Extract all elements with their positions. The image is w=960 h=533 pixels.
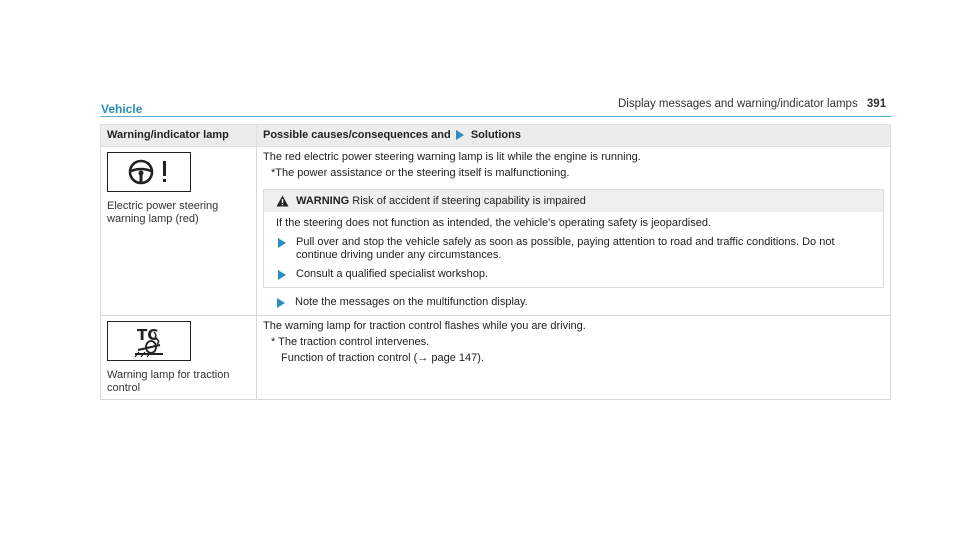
lamp-cell — [101, 316, 257, 400]
note-arrow-icon — [277, 298, 285, 308]
page-number: 391 — [866, 98, 887, 110]
description-text: The warning lamp for traction control flashes while you are driving. — [263, 320, 586, 332]
list-item — [276, 236, 871, 262]
function-link-text[interactable]: Function of traction control (→ page 147). — [281, 352, 484, 364]
note-text: Note the messages on the multifunction display. — [295, 296, 528, 308]
list-item — [276, 268, 871, 281]
step-arrow-icon — [278, 238, 286, 248]
warning-body-text: If the steering does not function as intended, the vehicle's operating safety is jeopardised. — [276, 217, 712, 229]
cause-text: * The traction control intervenes. — [271, 336, 430, 348]
causes-cell — [257, 147, 891, 316]
note-item — [263, 296, 884, 309]
col-header-lamp: Warning/indicator lamp — [101, 125, 257, 147]
warning-header — [264, 190, 883, 212]
traction-control-lamp-icon — [107, 321, 191, 361]
step-text: Consult a qualified specialist workshop. — [296, 268, 488, 280]
warning-title-text: Risk of accident if steering capability is impaired — [352, 195, 586, 207]
warning-body — [264, 212, 883, 287]
page-header — [618, 98, 886, 110]
table-row — [101, 316, 891, 400]
col-header-causes-text: Possible causes/consequences and — [263, 129, 451, 141]
cause-text: *The power assistance or the steering itself is malfunctioning. — [271, 167, 570, 179]
warning-box — [263, 189, 884, 288]
warning-title: WARNING — [296, 195, 350, 207]
step-text: Pull over and stop the vehicle safely as soon as possible, paying attention to road and traffic conditions. Do not continue driving under any circumstances. — [296, 236, 835, 261]
section-title: Vehicle — [101, 102, 143, 116]
causes-cell — [257, 316, 891, 400]
lamp-cell — [101, 147, 257, 316]
warning-triangle-icon — [276, 195, 289, 207]
solution-arrow-icon — [456, 130, 464, 140]
svg-text:TC: TC — [137, 326, 159, 344]
step-arrow-icon — [278, 270, 286, 280]
steering-warning-lamp-icon — [107, 152, 191, 192]
col-header-causes — [257, 125, 891, 147]
lamp-label: Warning lamp for traction control — [107, 369, 230, 394]
section-divider — [100, 116, 891, 117]
description-text: The red electric power steering warning lamp is lit while the engine is running. — [263, 151, 641, 163]
header-title: Display messages and warning/indicator lamps — [618, 98, 858, 110]
table-row — [101, 147, 891, 316]
lamp-table — [100, 124, 891, 400]
lamp-label: Electric power steering warning lamp (red) — [107, 200, 219, 225]
table-header-row — [101, 125, 891, 147]
col-header-solutions-text: Solutions — [470, 129, 521, 141]
